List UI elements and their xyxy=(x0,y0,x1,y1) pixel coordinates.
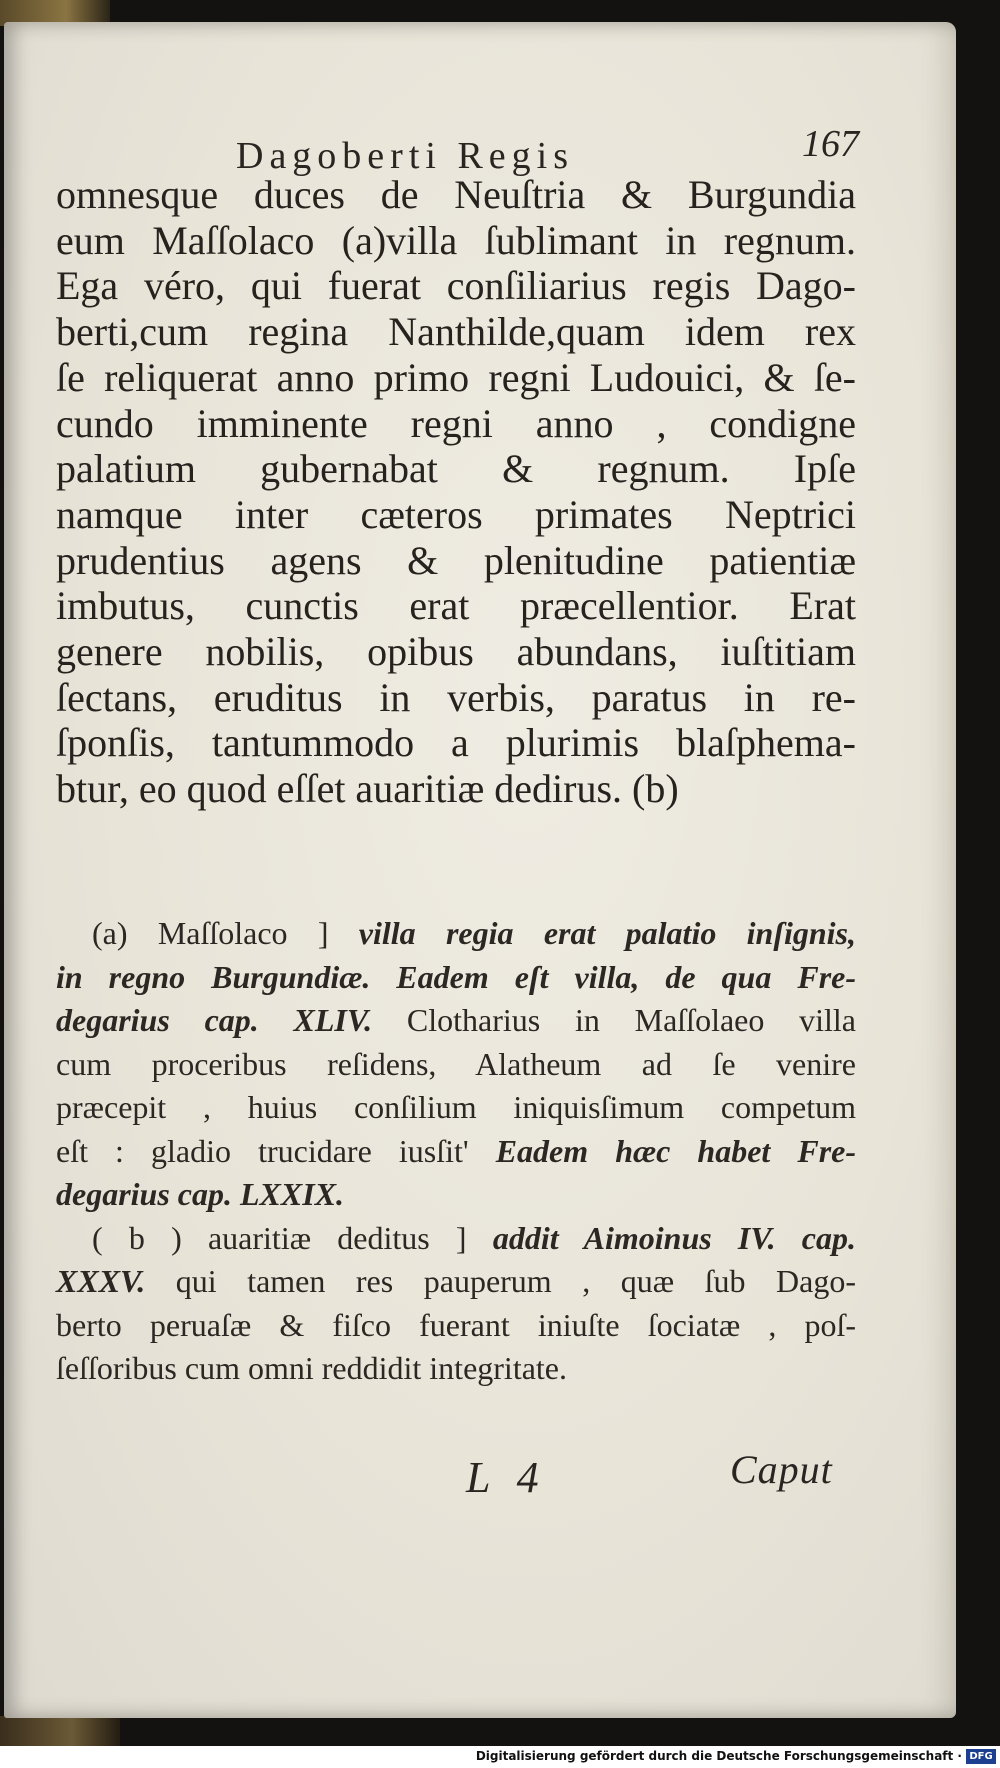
text-line: prudentius agens & plenitudine patientiæ xyxy=(56,537,856,583)
footnote-italic: degarius cap. XLIV. xyxy=(56,1002,373,1038)
running-head: Dagoberti Regis xyxy=(236,135,575,177)
text-line: genere nobilis, opibus abundans, iuſtitiam xyxy=(56,629,856,675)
footnote-italic: XXXV. xyxy=(56,1263,146,1299)
footnote-line xyxy=(56,999,856,1043)
footnote-line xyxy=(56,1130,856,1174)
footnote-text: eſt : gladio trucidare iusſit' xyxy=(56,1132,496,1169)
footnote-italic: addit Aimoinus IV. cap. xyxy=(492,1219,857,1256)
footnote-line xyxy=(56,912,856,956)
text-line: Ega véro, qui fuerat conſiliarius regis Dago- xyxy=(56,263,856,309)
footnote-text: qui tamen res pauperum , quæ ſub Dago- xyxy=(145,1263,856,1299)
dfg-logo: DFG xyxy=(966,1749,996,1764)
footnote-line xyxy=(56,1086,856,1130)
text-line: eum Maſſolaco (a)villa ſublimant in regnum. xyxy=(56,217,856,263)
text-line: ſe reliquerat anno primo regni Ludouici, & ſe- xyxy=(56,354,856,400)
footnote-text: præcepit , huius conſilium iniquisſimum competum xyxy=(56,1089,856,1125)
footnote-line xyxy=(56,1217,856,1261)
text-line: ſponſis, tantummodo a plurimis blaſphema- xyxy=(56,720,856,766)
text-line: namque inter cæteros primates Neptrici xyxy=(56,491,856,537)
text-line: berti,cum regina Nanthilde,quam idem rex xyxy=(56,309,856,355)
text-line: ſectans, eruditus in verbis, paratus in re- xyxy=(56,674,856,720)
footnote-italic: degarius cap. LXXIX. xyxy=(56,1176,345,1212)
footnote-italic: villa regia erat palatio inſignis, xyxy=(358,915,856,951)
book-page xyxy=(4,22,956,1718)
footnote-line xyxy=(56,1260,856,1304)
footnote-text: berto peruaſæ & fiſco fuerant iniuſte ſociatæ , poſ- xyxy=(56,1306,856,1343)
footnote-line xyxy=(56,1347,856,1391)
catchword: Caput xyxy=(730,1447,833,1492)
footnote-line xyxy=(56,1304,856,1348)
text-line: palatium gubernabat & regnum. Ipſe xyxy=(56,446,856,492)
text-line: omnesque duces de Neuſtria & Burgundia xyxy=(56,172,856,217)
footnote-text: (a) Maſſolaco ] xyxy=(92,915,359,951)
footer-credit: Digitalisierung gefördert durch die Deutsche Forschungsgemeinschaft · xyxy=(475,1749,962,1763)
signature-mark: L 4 xyxy=(466,1453,547,1502)
page-number: 167 xyxy=(802,123,859,165)
text-line: btur, eo quod eſſet auaritiæ dedirus. (b) xyxy=(56,766,679,812)
main-text xyxy=(56,172,856,812)
footnote-text: Clotharius in Maſſolaeo villa xyxy=(372,1002,857,1038)
text-line: imbutus, cunctis erat præcellentior. Erat xyxy=(56,583,856,629)
footnote-text: cum proceribus reſidens, Alatheum ad ſe venire xyxy=(56,1045,856,1082)
footnote-italic: Eadem hæc habet Fre- xyxy=(495,1132,857,1169)
book-binding-bottom xyxy=(0,1716,120,1746)
footnotes xyxy=(56,912,856,1391)
footnote-italic: in regno Burgundiæ. Eadem eſt villa, de qua Fre- xyxy=(56,958,856,995)
digitization-footer xyxy=(0,1746,1000,1768)
footnote-text: ſeſſoribus cum omni reddidit integritate. xyxy=(56,1350,567,1386)
footnote-line xyxy=(56,1043,856,1087)
footnote-line xyxy=(56,1173,856,1217)
text-line: cundo imminente regni anno , condigne xyxy=(56,400,856,446)
footnote-line xyxy=(56,956,856,1000)
footnote-text: ( b ) auaritiæ deditus ] xyxy=(92,1219,493,1256)
